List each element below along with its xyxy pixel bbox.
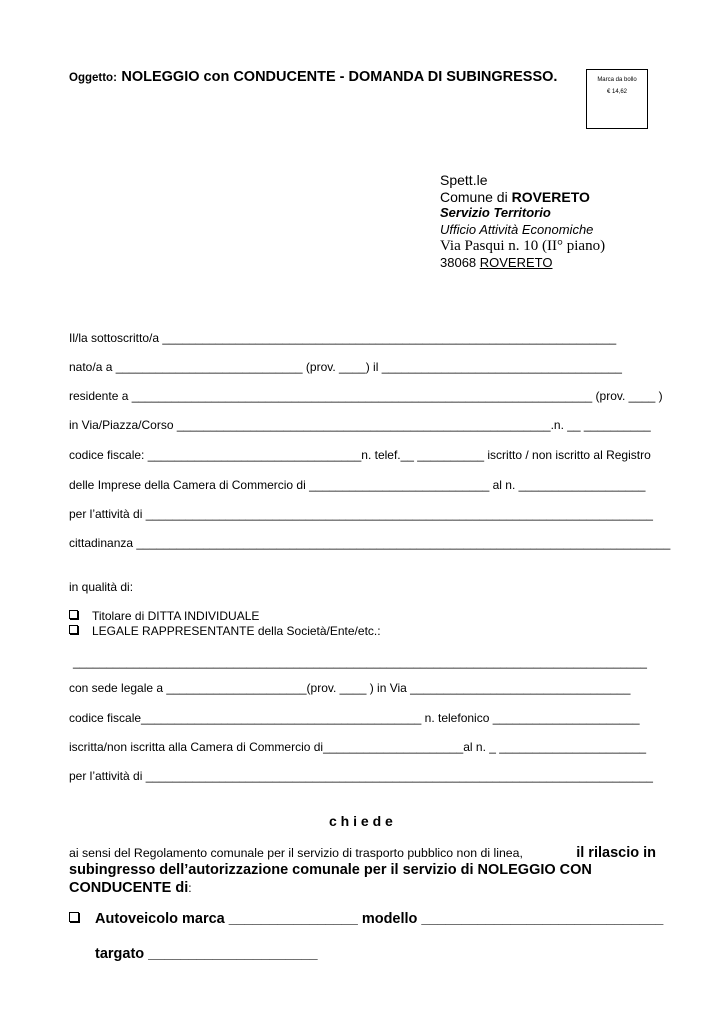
subject-label: Oggetto: xyxy=(69,72,117,84)
field-company-name[interactable]: ______________________________________________________________________________________ xyxy=(73,655,647,669)
field-birth[interactable]: nato/a a ____________________________ (prov. ____) il ____________________________________ xyxy=(69,360,622,374)
field-company-activity[interactable]: per l’attività di ____________________________________________________________________________ xyxy=(69,769,653,783)
option-sole-proprietor[interactable] xyxy=(69,609,259,623)
vehicle-brand-model[interactable] xyxy=(69,911,663,927)
address-office: Ufficio Attività Economiche xyxy=(440,221,594,237)
field-activity[interactable]: per l’attività di ____________________________________________________________________________ xyxy=(69,507,653,521)
vehicle-plate[interactable]: targato _____________________ xyxy=(95,946,318,962)
stamp-label: Marca da bollo xyxy=(597,77,637,83)
subject-text: NOLEGGIO con CONDUCENTE - DOMANDA DI SUBINGRESSO xyxy=(121,69,554,85)
field-applicant-name[interactable]: Il/la sottoscritto/a ____________________________________________________________________ xyxy=(69,331,617,345)
request-heading: c h i e d e xyxy=(329,813,393,829)
address-service: Servizio Territorio xyxy=(440,205,551,220)
option-label: LEGALE RAPPRESENTANTE della Società/Ente/etc.: xyxy=(92,624,381,638)
subject-end: . xyxy=(553,69,558,85)
request-bold-3: CONDUCENTE di xyxy=(69,880,189,896)
checkbox-icon[interactable] xyxy=(69,912,79,922)
stamp-value: € 14,62 xyxy=(606,89,628,95)
option-legal-representative[interactable] xyxy=(69,624,381,638)
capacity-label: in qualità di: xyxy=(69,580,134,594)
option-label: Titolare di DITTA INDIVIDUALE xyxy=(92,609,260,623)
address-salutation: Spett.le xyxy=(440,172,488,188)
field-chamber-register[interactable]: delle Imprese della Camera di Commercio di ___________________________ al n. ___________________ xyxy=(69,478,646,492)
request-bold-2: subingresso dell’autorizzazione comunale per il servizio di NOLEGGIO CON xyxy=(69,862,592,878)
checkbox-icon[interactable] xyxy=(69,610,78,619)
revenue-stamp-box xyxy=(586,69,648,129)
request-intro: ai sensi del Regolamento comunale per il servizio di trasporto pubblico non di linea, xyxy=(69,846,523,860)
request-bold-1: il rilascio in xyxy=(576,845,656,861)
address-street: Via Pasqui n. 10 (II° piano) xyxy=(440,238,606,254)
recipient-address xyxy=(440,172,605,271)
field-tax-code-phone[interactable]: codice fiscale: ________________________________n. telef.__ __________ iscritto / non iscritto al Registro xyxy=(69,448,651,462)
field-street[interactable]: in Via/Piazza/Corso ________________________________________________________.n. __ __________ xyxy=(69,418,651,432)
field-citizenship[interactable]: cittadinanza ________________________________________________________________________________ xyxy=(69,536,671,550)
address-city: 38068 ROVERETO xyxy=(440,254,553,270)
vehicle-brand-model-label: Autoveicolo marca ________________ modello ______________________________ xyxy=(95,911,664,927)
request-paragraph: ai sensi del Regolamento comunale per il servizio di trasporto pubblico non di linea, il rilascio in subingresso dell’autorizzazione comunale per il servizio di NOLEGGIO CON CONDUCENTE di: xyxy=(69,845,656,896)
field-company-chamber[interactable]: iscritta/non iscritta alla Camera di Commercio di_____________________al n. _ ______________________ xyxy=(69,740,647,754)
field-company-tax-code[interactable]: codice fiscale__________________________________________ n. telefonico ______________________ xyxy=(69,711,640,725)
checkbox-icon[interactable] xyxy=(69,625,78,634)
field-registered-office[interactable]: con sede legale a _____________________(prov. ____ ) in Via _________________________________ xyxy=(69,681,631,695)
subject-line xyxy=(69,68,557,86)
address-municipality: Comune di ROVERETO xyxy=(440,188,590,205)
field-residence[interactable]: residente a _____________________________________________________________________ (prov. ____ ) xyxy=(69,389,663,403)
